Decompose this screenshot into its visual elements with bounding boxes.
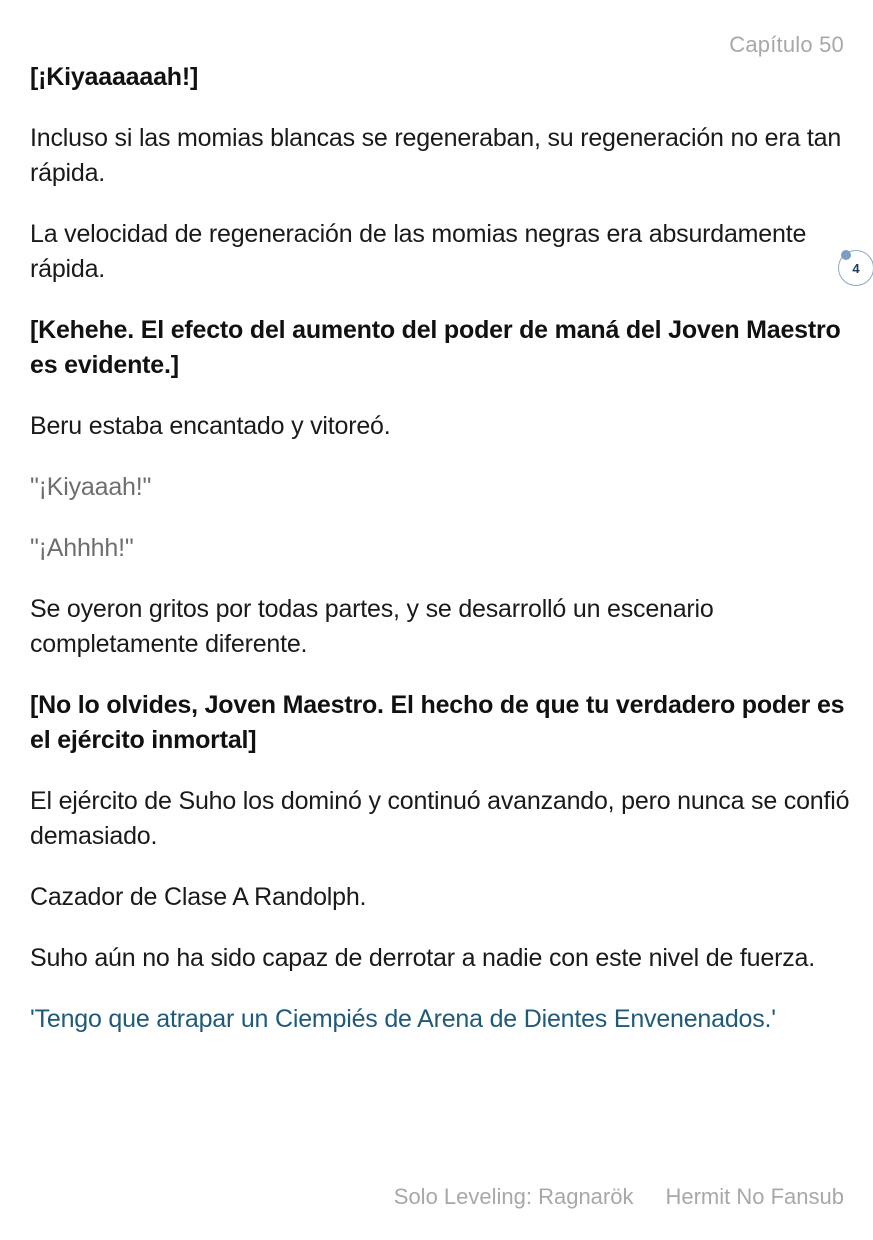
- paragraph: Suho aún no ha sido capaz de derrotar a nadie con este nivel de fuerza.: [30, 944, 815, 972]
- paragraph-system-message: [Kehehe. El efecto del aumento del poder de maná del Joven Maestro es evidente.]: [30, 316, 841, 379]
- paragraph: Se oyeron gritos por todas partes, y se desarrolló un escenario completamente diferente.: [30, 595, 714, 658]
- paragraph-dialogue: "¡Kiyaaah!": [30, 473, 152, 501]
- footer: [394, 1184, 844, 1210]
- paragraph-system-message: [No lo olvides, Joven Maestro. El hecho de que tu verdadero poder es el ejército inmortal]: [30, 691, 845, 754]
- reader-content: [30, 60, 850, 1063]
- page-number: 4: [852, 260, 860, 276]
- translator-credit: Hermit No Fansub: [665, 1184, 844, 1209]
- paragraph-thought: 'Tengo que atrapar un Ciempiés de Arena de Dientes Envenenados.': [30, 1005, 776, 1033]
- paragraph: Cazador de Clase A Randolph.: [30, 883, 367, 911]
- book-title: Solo Leveling: Ragnarök: [393, 1184, 634, 1209]
- paragraph-system-message: [¡Kiyaaaaaah!]: [30, 63, 199, 91]
- paragraph: Incluso si las momias blancas se regeneraban, su regeneración no era tan rápida.: [30, 124, 842, 187]
- paragraph: La velocidad de regeneración de las momias negras era absurdamente rápida.: [30, 220, 807, 283]
- paragraph-dialogue: "¡Ahhhh!": [30, 534, 134, 562]
- page-bookmark-button[interactable]: [838, 250, 873, 286]
- paragraph: El ejército de Suho los dominó y continuó avanzando, pero nunca se confió demasiado.: [30, 787, 850, 850]
- chapter-title: Capítulo 50: [729, 32, 844, 57]
- bookmark-dot-icon: [841, 250, 851, 260]
- paragraph: Beru estaba encantado y vitoreó.: [30, 412, 391, 440]
